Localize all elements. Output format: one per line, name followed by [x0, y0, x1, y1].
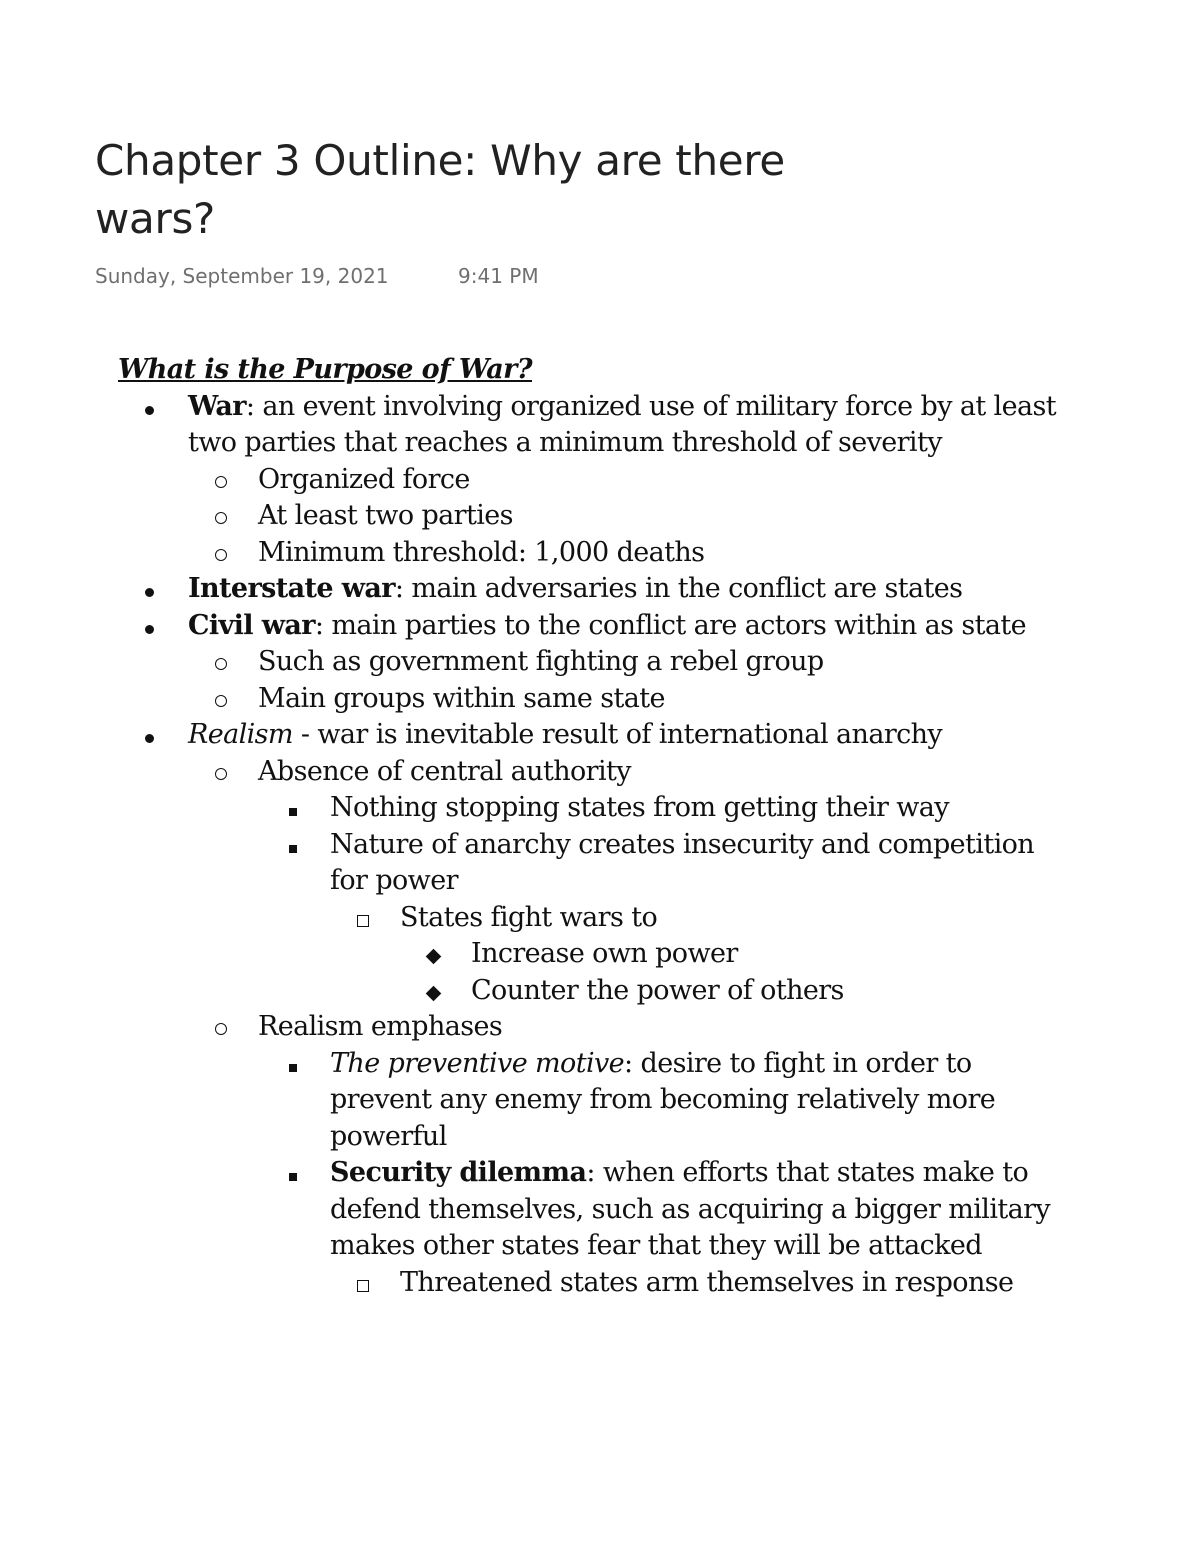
page-meta: [95, 264, 539, 288]
page-title: Chapter 3 Outline: Why are there wars?: [95, 136, 785, 243]
list-item-preventive: [118, 1046, 1058, 1156]
bullet-diamond-icon: [418, 936, 448, 973]
bullet-square-icon: [278, 1155, 308, 1192]
bullet-diamond-icon: [418, 973, 448, 1010]
outline-content: [118, 352, 1058, 1434]
list-item-text: At least two parties: [258, 500, 513, 531]
bullet-dot-icon: [134, 717, 164, 754]
list-item: [118, 973, 1058, 1010]
def-security: : when efforts that states make to defend themselves, such as acquiring a bigger military makes other states fear that they will be attacked: [330, 1157, 1051, 1261]
bullet-circle-icon: [206, 462, 236, 499]
list-item-interstate: [118, 571, 1058, 608]
list-item: [118, 644, 1058, 681]
list-item: [118, 535, 1058, 572]
list-item-text: Nothing stopping states from getting their way: [330, 792, 949, 823]
list-item: [118, 681, 1058, 718]
list-item-security: [118, 1155, 1058, 1265]
list-item-text: Main groups within same state: [258, 682, 665, 714]
bullet-circle-icon: [206, 754, 236, 791]
def-preventive: : desire to fight in order to prevent any enemy from becoming relatively more powerful: [330, 1047, 996, 1152]
list-item-text: Organized force: [258, 463, 470, 495]
list-item: [118, 462, 1058, 499]
list-item-text: States fight wars to: [400, 901, 658, 933]
def-realism: - war is inevitable result of international anarchy: [292, 719, 943, 750]
bullet-dot-icon: [134, 389, 164, 426]
list-item: [118, 827, 1058, 900]
term-war: War: [188, 390, 246, 422]
list-item-war: [118, 389, 1058, 462]
bullet-square-icon: [278, 790, 308, 827]
bullet-circle-icon: [206, 1009, 236, 1046]
bullet-square-icon: [278, 1046, 308, 1083]
term-interstate: Interstate war: [188, 573, 395, 604]
list-item-text: Increase own power: [471, 938, 738, 969]
bullet-dot-icon: [134, 608, 164, 645]
bullet-open-square-icon: [348, 1265, 378, 1303]
term-security: Security dilemma: [330, 1157, 587, 1188]
page-time: 9:41 PM: [458, 264, 539, 288]
term-realism: Realism: [188, 719, 293, 750]
list-item-text: Threatened states arm themselves in response: [400, 1266, 1014, 1298]
list-item: [118, 1265, 1058, 1302]
page-date: Sunday, September 19, 2021: [95, 264, 389, 288]
list-item: [118, 754, 1058, 791]
bullet-square-icon: [278, 827, 308, 864]
list-item: [118, 498, 1058, 535]
def-civil: : main parties to the conflict are actors within as state: [314, 609, 1026, 641]
list-item-text: Absence of central authority: [258, 755, 631, 787]
term-civil: Civil war: [188, 609, 315, 641]
term-preventive: The preventive motive: [330, 1047, 625, 1079]
bullet-open-square-icon: [348, 900, 378, 938]
list-item-text: Realism emphases: [258, 1011, 503, 1042]
list-item: [118, 790, 1058, 827]
list-item-civil: [118, 608, 1058, 645]
bullet-circle-icon: [206, 644, 236, 681]
def-war: : an event involving organized use of military force by at least two parties that reaches a minimum threshold of severity: [188, 390, 1056, 458]
bullet-circle-icon: [206, 535, 236, 572]
def-interstate: : main adversaries in the conflict are states: [394, 573, 963, 604]
bullet-circle-icon: [206, 498, 236, 535]
section-heading: What is the Purpose of War?: [118, 354, 533, 385]
bullet-circle-icon: [206, 681, 236, 718]
list-item: [118, 900, 1058, 937]
list-item: [118, 936, 1058, 973]
list-item-realism: [118, 717, 1058, 754]
list-item: [118, 1009, 1058, 1046]
bullet-dot-icon: [134, 571, 164, 608]
list-item-text: Counter the power of others: [471, 974, 844, 1006]
list-item-text: Nature of anarchy creates insecurity and competition for power: [330, 828, 1035, 896]
list-item-text: Minimum threshold: 1,000 deaths: [258, 536, 705, 568]
list-item-text: Such as government fighting a rebel group: [258, 646, 824, 677]
